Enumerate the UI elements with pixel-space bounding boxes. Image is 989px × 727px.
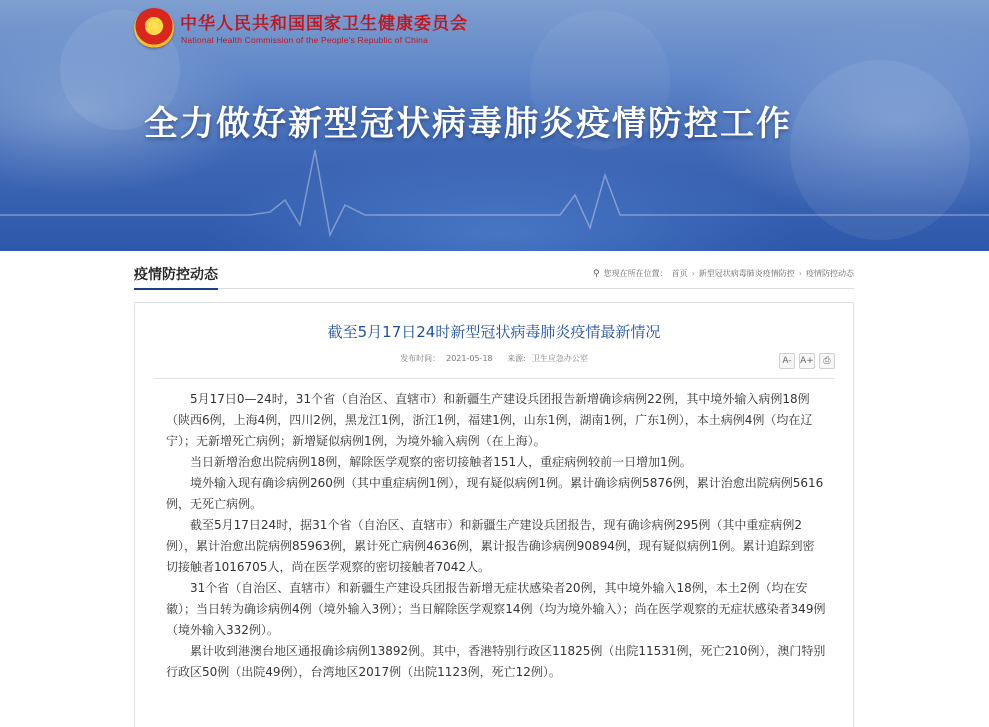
font-decrease-button[interactable]: A-	[779, 353, 795, 369]
paragraph-asymptomatic: 31个省（自治区、直辖市）和新疆生产建设兵团报告新增无症状感染者20例，其中境外输入18例，本土2例（均在安徽）；当日转为确诊病例4例（境外输入3例）；当日解除医学观察14例（均为境外输入）；尚在医学观察的无症状感染者349例（境外输入332例）。	[166, 581, 826, 637]
article-tools	[779, 353, 835, 369]
banner-slogan: 全力做好新型冠状病毒肺炎疫情防控工作	[144, 104, 792, 144]
source-label: 来源:	[507, 354, 526, 363]
article-meta	[135, 353, 853, 364]
breadcrumb-home-link[interactable]: 首页	[671, 269, 688, 278]
paragraph-new-cases: 5月17日0—24时，31个省（自治区、直辖市）和新疆生产建设兵团报告新增确诊病例22例，其中境外输入病例18例（陕西6例，上海4例，四川2例，黑龙江1例，浙江1例，福建1例，山东1例，湖南1例，广东1例），本土病例4例（均在辽宁）；无新增死亡病例；新增疑似病例1例，为境外输入病例（在上海）。	[166, 392, 813, 448]
article-box	[134, 302, 854, 727]
national-emblem-icon[interactable]: ★	[134, 8, 174, 48]
date-label: 发布时间：	[400, 354, 441, 363]
header-banner	[0, 0, 989, 251]
print-icon[interactable]: ⎙	[819, 353, 835, 369]
breadcrumb-dynamics-link[interactable]: 疫情防控动态	[806, 269, 854, 278]
font-increase-button[interactable]: A+	[799, 353, 815, 369]
org-name-cn[interactable]: 中华人民共和国国家卫生健康委员会	[180, 14, 468, 34]
location-pin-icon: ⚲	[593, 268, 600, 279]
publish-date: 2021-05-18	[446, 354, 493, 363]
breadcrumb-separator-icon: ›	[798, 269, 802, 278]
breadcrumb-separator-icon: ›	[691, 269, 695, 278]
article-title: 截至5月17日24时新型冠状病毒肺炎疫情最新情况	[327, 323, 661, 341]
paragraph-recovered: 当日新增治愈出院病例18例，解除医学观察的密切接触者151人，重症病例较前一日增加1例。	[190, 455, 692, 469]
article-source: 卫生应急办公室	[531, 354, 588, 363]
breadcrumb-prefix: 您现在所在位置：	[603, 269, 668, 278]
breadcrumb	[593, 268, 854, 279]
section-title: 疫情防控动态	[134, 266, 218, 290]
section-header	[134, 262, 854, 289]
title-divider	[153, 378, 835, 379]
paragraph-hk-mo-tw: 累计收到港澳台地区通报确诊病例13892例。其中，香港特别行政区11825例（出院11531例，死亡210例），澳门特别行政区50例（出院49例），台湾地区2017例（出院1123例，死亡12例）。	[166, 644, 826, 679]
org-name-en[interactable]: National Health Commission of the People's Republic of China	[181, 35, 429, 45]
paragraph-cumulative: 截至5月17日24时，据31个省（自治区、直辖市）和新疆生产建设兵团报告，现有确诊病例295例（其中重症病例2例），累计治愈出院病例85963例，累计死亡病例4636例，累计报告确诊病例90894例，现有疑似病例1例。累计追踪到密切接触者1016705人，尚在医学观察的密切接触者7042人。	[166, 518, 815, 574]
paragraph-imported: 境外输入现有确诊病例260例（其中重症病例1例），现有疑似病例1例。累计确诊病例5876例，累计治愈出院病例5616例，无死亡病例。	[166, 476, 824, 511]
breadcrumb-epidemic-link[interactable]: 新型冠状病毒肺炎疫情防控	[698, 269, 795, 278]
article-content	[166, 389, 826, 683]
